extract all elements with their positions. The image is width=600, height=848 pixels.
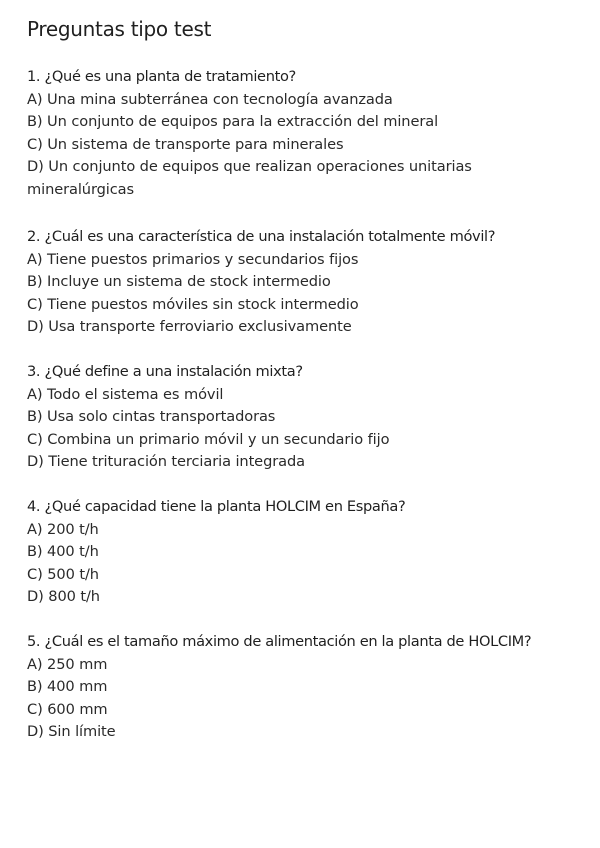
page-title: Preguntas tipo test xyxy=(27,17,212,41)
options-list xyxy=(27,249,587,339)
option-a: A) 200 t/h xyxy=(27,520,99,538)
option-a: A) Todo el sistema es móvil xyxy=(27,385,224,403)
option-a: A) 250 mm xyxy=(27,655,108,673)
option-b: B) Usa solo cintas transportadoras xyxy=(27,408,276,425)
options-list xyxy=(27,89,587,202)
option-d: D) Tiene trituración terciaria integrada xyxy=(27,453,305,470)
option-b: B) Un conjunto de equipos para la extracción del mineral xyxy=(27,113,439,130)
option-b: B) 400 t/h xyxy=(27,543,99,560)
option-d: D) Sin límite xyxy=(27,723,116,740)
question-text: 4. ¿Qué capacidad tiene la planta HOLCIM en España? xyxy=(27,498,406,515)
question-4 xyxy=(27,496,587,609)
question-3 xyxy=(27,361,587,474)
options-list xyxy=(27,654,587,744)
option-d: D) Un conjunto de equipos que realizan operaciones unitarias mineralúrgicas xyxy=(27,158,472,198)
options-list xyxy=(27,384,587,474)
option-d: D) 800 t/h xyxy=(27,588,100,605)
option-c: C) 600 mm xyxy=(27,700,108,718)
option-c: C) Tiene puestos móviles sin stock intermedio xyxy=(27,295,359,313)
option-c: C) 500 t/h xyxy=(27,565,99,583)
option-b: B) 400 mm xyxy=(27,678,108,695)
question-1 xyxy=(27,66,587,201)
question-text: 3. ¿Qué define a una instalación mixta? xyxy=(27,363,303,380)
option-d: D) Usa transporte ferroviario exclusivamente xyxy=(27,318,352,335)
question-5 xyxy=(27,631,587,744)
option-c: C) Combina un primario móvil y un secundario fijo xyxy=(27,430,390,448)
option-a: A) Una mina subterránea con tecnología avanzada xyxy=(27,90,393,108)
question-text: 1. ¿Qué es una planta de tratamiento? xyxy=(27,68,296,85)
option-c: C) Un sistema de transporte para minerales xyxy=(27,135,344,153)
option-a: A) Tiene puestos primarios y secundarios fijos xyxy=(27,250,359,268)
question-text: 5. ¿Cuál es el tamaño máximo de alimentación en la planta de HOLCIM? xyxy=(27,633,532,650)
option-b: B) Incluye un sistema de stock intermedio xyxy=(27,273,331,290)
options-list xyxy=(27,519,587,609)
question-text: 2. ¿Cuál es una característica de una instalación totalmente móvil? xyxy=(27,228,496,245)
question-2 xyxy=(27,226,587,339)
